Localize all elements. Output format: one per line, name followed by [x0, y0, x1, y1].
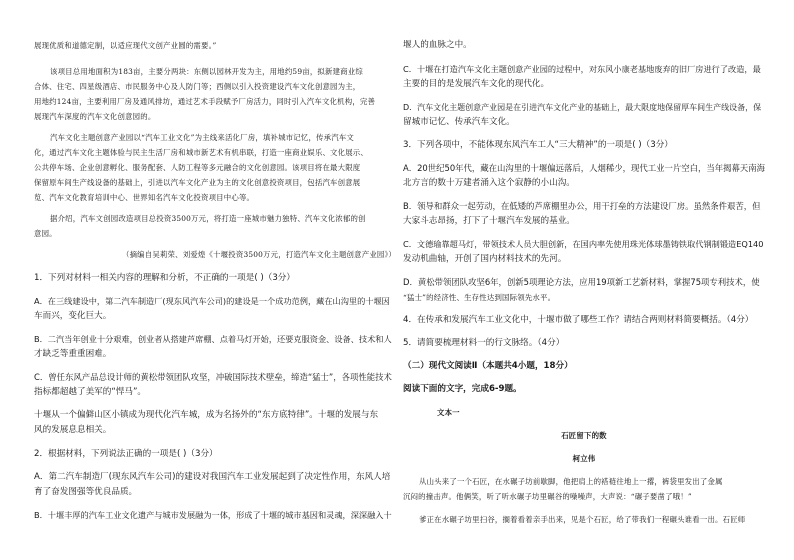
instruction-line: 阅读下面的文字，完成6-9题。	[403, 384, 522, 394]
text-line: 保留原车间生产线设备的基础上，引进以汽车文化产业为主的文化创意投资项目，包括汽车创意展	[34, 178, 361, 187]
option-line: 十堰从一个偏僻山区小镇成为现代化汽车城，成为名扬外的“东方底特律”。十堰的发展与东	[34, 410, 379, 420]
option-line: 车而兴，变化巨大。	[34, 311, 112, 321]
option-line: “猛士”的经济性、生存性达到国际领先水平。	[403, 293, 556, 302]
option-line: A．20世纪50年代，藏在山沟里的十堰偏远落后，人烟稀少，现代工业一片空白，当年揭幕天南海	[403, 163, 766, 173]
question-2: 2．根据材料，下列说法正确的一项是( )（3分）	[34, 449, 218, 459]
option-line: B．二汽当年创业十分艰难，创业者从搭建芦席棚、点着马灯开始，还要克服资金、设备、技术和人	[34, 334, 392, 344]
text-line: 化，通过汽车文化主题体验与民主生活厂房和城市新艺术有机串联，打造一座商业娱乐、文化展示、	[34, 148, 368, 157]
text-line: 汽车文化主题创意产业园以“汽车工业文化”为主线来活化厂房，填补城市记忆，传承汽车文	[50, 133, 354, 142]
question-1: 1．下列对材料一相关内容的理解和分析，不正确的一项是( )（3分）	[34, 273, 295, 283]
option-line: 堰人的血脉之中。	[403, 40, 472, 50]
text-line: 展现优质和道德定制，以适应现代文创产业圆的需要。”	[34, 41, 217, 50]
option-line: D．汽车文化主题创意产业园是在引进汽车文化产业的基础上，最大限度地保留厚车间生产线设备，保	[403, 103, 762, 112]
option-line: B．十堰丰厚的汽车工业文化遗产与城市发展融为一体，形成了十堰的城市基因和灵魂，深深融入十	[34, 510, 392, 520]
option-line: 指标都超越了美军的“悍马”。	[34, 387, 147, 397]
option-line: A．第二汽车制造厂(现东风汽车公司)的建设对我国汽车工业发展起到了决定性作用，东风人培	[34, 472, 391, 482]
text-line: 公共停车场、企业创意孵化、服务配套、人防工程等多元融合的文化创意园。该项目将在最大限度	[34, 163, 361, 172]
option-line: B．领导和群众一起劳动，在低矮的芦席棚里办公，用干打垒的方法建设厂房。虽然条件艰苦，但	[403, 201, 761, 211]
option-line: 北方言的数十万建者涌入这个寂静的小山沟。	[403, 178, 575, 188]
text-line: 沉闷的撞击声。他俩笑，听了听水碾子坊里碾谷的噪噪声，大声说：“碾子要凿了哦！”	[403, 492, 692, 501]
text-line: 展现汽车深度的汽车文化创意园的。	[34, 112, 156, 121]
text-line: 该项目总用地面积为183亩，主要分两块：东侧以园林开发为主，用地约59亩，拟新建商业综	[50, 67, 363, 76]
section-heading: （二）现代文阅读Ⅱ（本题共4小题，18分）	[403, 361, 573, 371]
option-line: D．黄松带领团队攻坚6年，创新5项理论方法，应用19项新工艺新材料，掌握75项专利技术，使	[403, 277, 760, 287]
option-line: 才缺乏等重重困难。	[34, 349, 112, 359]
option-line: 育了奋发图强等优良品质。	[34, 487, 138, 497]
text-line: 合体、住宅、四星级酒店、市民服务中心及人防门等；西侧以引入投资建设汽车文化创意园为主，	[34, 82, 361, 91]
option-line: 留城市记忆、传承汽车文化。	[403, 117, 515, 127]
option-line: 风的发展息息相关。	[34, 425, 112, 435]
option-line: C．曾任东风产品总设计师的黄松带领团队攻坚，冲破国际技术壁垒，缔造“猛士”，各项性能技术	[34, 372, 392, 382]
text-line: 爹正在水碾子坊里扫谷，搁着看着亲手出来，见是个石匠，给了带我们一程碾头谁看一出。石匠师	[419, 515, 746, 524]
option-line: C．文德瑜靠超马灯，带领技术人员大胆创新，在国内率先使用珠光体球墨铸铁取代钢制锻造EQ140	[403, 239, 764, 249]
text-label: 文本一	[437, 408, 460, 417]
question-3: 3．下列各项中，不能体现东风汽车工人“三大精神”的一项是( )（3分）	[403, 140, 673, 150]
option-line: 主要的目的是发展汽车文化的现代化。	[403, 79, 550, 89]
question-4: 4．在传承和发展汽车工业文化中，十堰市做了哪些工作？请结合两则材料简要概括。（4分）	[403, 315, 754, 325]
source-citation: （摘编自吴莉荣、刘爱煌《十堰投资3500万元，打造汽车文化主题创意产业园》）	[122, 250, 396, 259]
story-title: 石匠留下的数	[561, 431, 607, 440]
text-line: 意园。	[34, 229, 57, 238]
story-author: 柯立伟	[572, 454, 596, 463]
option-line: 发动机曲轴，开创了国内材料技术的先河。	[403, 254, 567, 264]
text-line: 从山头来了一个石匠，在水碾子坊前歇脚，他把肩上的褡裢往地上一撂，裤袋里发出了金属	[419, 477, 723, 486]
option-line: 大家斗志昂扬，打下了十堰汽车发展的基业。	[403, 216, 575, 226]
option-line: A．在三线建设中，第二汽车制造厂(现东风汽车公司)的建设是一个成功范例，藏在山沟里的十堰因	[34, 296, 390, 306]
text-line: 览、汽车文化教育培训中心、世界知名汽车文化投资项目中心等。	[34, 193, 255, 202]
text-line: 用地约124亩，主要利用厂房及通风排坊，通过艺术手段赋予厂房活力，同时引入汽车文化机构，完善	[34, 97, 376, 106]
option-line: C．十堰在打造汽车文化主题创意产业园的过程中，对东风小康老基地废弃的旧厂房进行了改造，最	[403, 64, 761, 74]
text-line: 据介绍，汽车文创园改造项目总投资3500万元，将打造一座城市魅力独特、汽车文化浓郁的创	[50, 214, 366, 223]
question-5: 5．请简要梳理材料一的行文脉络。（4分）	[403, 338, 565, 348]
